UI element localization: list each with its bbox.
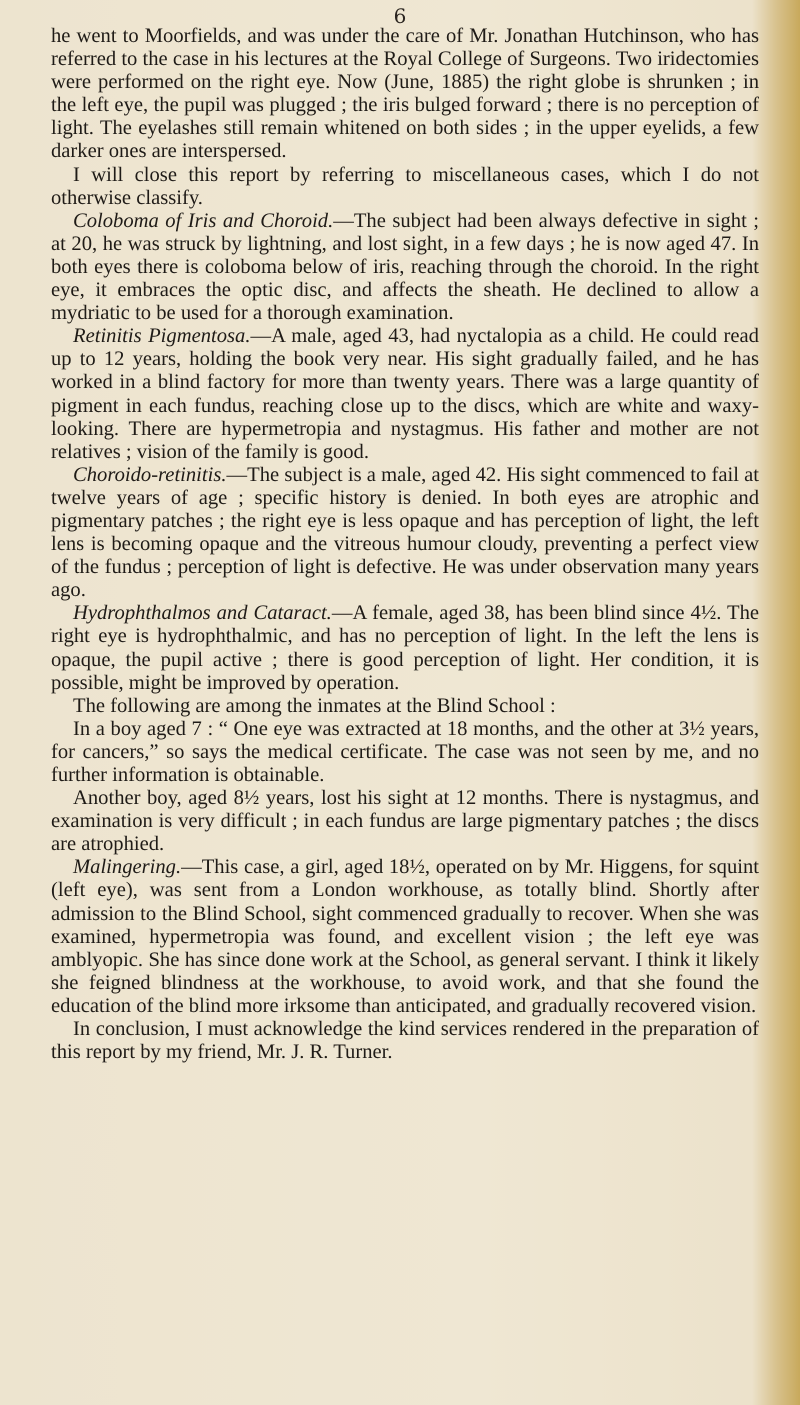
paragraph: Another boy, aged 8½ years, lost his sight at 12 months. There is nystagmus, and examination is very difficult ; in each fundus are large pigmentary patches ; the discs are atrophied. — [51, 787, 759, 856]
case-heading: Retinitis Pigmentosa. — [73, 325, 251, 348]
case-heading: Hydrophthalmos and Cataract. — [73, 602, 332, 625]
case-body: —A male, aged 43, had nyctalopia as a child. He could read up to 12 years, holding the book very near. His sight gradually failed, and he has worked in a blind factory for more than twenty years. There was a large quantity of pigment in each fundus, reaching close up to the discs, which are white and waxy-looking. There are hypermetropia and nystagmus. His father and mother are not relatives ; vision of the family is good. — [51, 325, 759, 463]
paragraph: he went to Moorfields, and was under the care of Mr. Jonathan Hutchinson, who has referred to the case in his lectures at the Royal College of Surgeons. Two iridectomies were performed on the right eye. Now (June, 1885) the right globe is shrunken ; in the left eye, the pupil was plugged ; the iris bulged forward ; there is no perception of light. The eyelashes still remain whitened on both sides ; in the upper eyelids, a few darker ones are interspersed. — [51, 25, 759, 163]
paragraph — [51, 210, 759, 325]
paragraph: I will close this report by referring to miscellaneous cases, which I do not otherwise classify. — [51, 163, 759, 209]
paragraph — [51, 325, 759, 464]
case-heading: Coloboma of Iris and Choroid. — [73, 209, 334, 232]
paragraph — [51, 464, 759, 603]
page-number: 6 — [393, 4, 407, 28]
paragraph — [51, 602, 759, 694]
case-body: —This case, a girl, aged 18½, operated on by Mr. Higgens, for squint (left eye), was sent from a London workhouse, as totally blind. Shortly after admission to the Blind School, sight commenced gradually to recover. When she was examined, hypermetropia was found, and excellent vision ; the left eye was amblyopic. She has since done work at the School, as general servant. I think it likely she feigned blindness at the workhouse, to avoid work, and that she found the education of the blind more irksome than anticipated, and gradually recovered vision. — [51, 856, 759, 1017]
case-heading: Choroido-retinitis. — [73, 463, 227, 486]
case-body: —A female, aged 38, has been blind since 4½. The right eye is hydrophthalmic, and has no perception of light. In the left the lens is opaque, the pupil active ; there is good perception of light. Her condition, it is possible, might be improved by operation. — [51, 602, 760, 694]
report-text — [51, 25, 759, 1064]
case-body: —The subject is a male, aged 42. His sight commenced to fail at twelve years of age ; specific history is denied. In both eyes are atrophic and pigmentary patches ; the right eye is less opaque and has perception of light, the left lens is becoming opaque and the vitreous humour cloudy, preventing a perfect view of the fundus ; perception of light is defective. He was under observation many years ago. — [51, 463, 759, 602]
paragraph — [51, 856, 759, 1018]
case-heading: Malingering. — [73, 856, 182, 879]
case-body: —The subject had been always defective in sight ; at 20, he was struck by lightning, and lost sight, in a few days ; he is now aged 47. In both eyes there is coloboma below of iris, reaching through the choroid. In the right eye, it embraces the optic disc, and affects the sheath. He declined to allow a mydriatic to be used for a thorough examination. — [51, 209, 759, 325]
paragraph: In a boy aged 7 : “ One eye was extracted at 18 months, and the other at 3½ years, for cancers,” so says the medical certificate. The case was not seen by me, and no further information is obtainable. — [51, 717, 759, 786]
paragraph: In conclusion, I must acknowledge the kind services rendered in the preparation of this report by my friend, Mr. J. R. Turner. — [51, 1018, 759, 1064]
paragraph: The following are among the inmates at the Blind School : — [73, 694, 556, 717]
